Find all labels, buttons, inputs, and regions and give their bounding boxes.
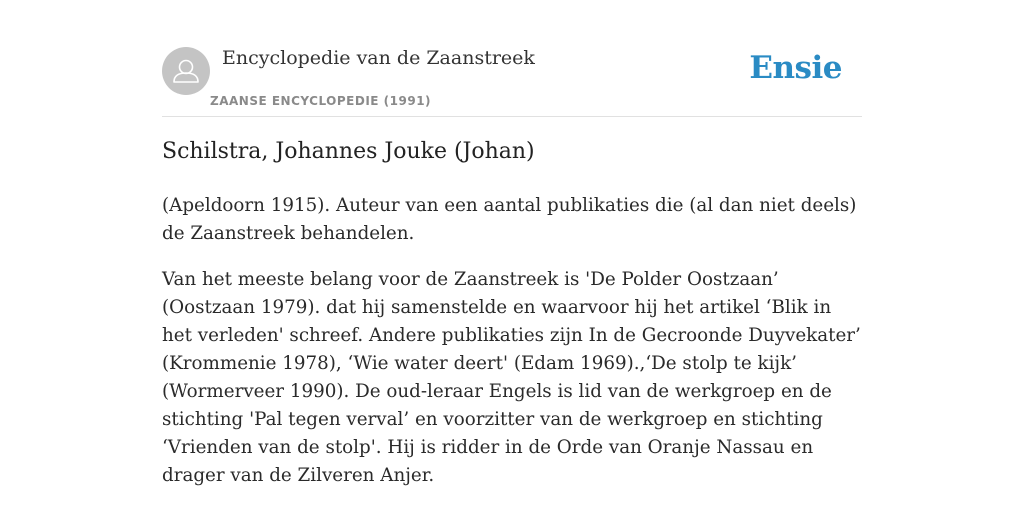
article-paragraph: Van het meeste belang voor de Zaanstreek is 'De Polder Oostzaan’ (Oostzaan 1979). dat hij samenstelde en waarvoor hij het artikel ‘Blik in het verleden' schreef. Andere publikaties zijn In de Gecroonde Duyvekater’ (Krommenie 1978), ‘Wie water deert' (Edam 1969).,‘De stolp te kijk’ (Wormerveer 1990). De oud-leraar Engels is lid van de werkgroep en de stichting 'Pal tegen verval’ en voorzitter van de werkgroep en stichting ‘Vrienden van de stolp'. Hij is ridder in de Orde van Oranje Nassau en drager van de Zilveren Anjer. bbox=[162, 269, 861, 486]
article-body bbox=[162, 192, 862, 508]
source-subtitle: ZAANSE ENCYCLOPEDIE (1991) bbox=[210, 94, 432, 108]
source-avatar[interactable] bbox=[162, 47, 210, 95]
ensie-logo[interactable]: Ensie bbox=[749, 50, 842, 86]
article-title: Schilstra, Johannes Jouke (Johan) bbox=[162, 139, 535, 164]
article-paragraph: (Apeldoorn 1915). Auteur van een aantal publikaties die (al dan niet deels) de Zaanstreek behandelen. bbox=[162, 195, 857, 244]
source-header bbox=[162, 44, 862, 117]
user-icon bbox=[162, 47, 210, 95]
source-title[interactable]: Encyclopedie van de Zaanstreek bbox=[222, 47, 535, 69]
